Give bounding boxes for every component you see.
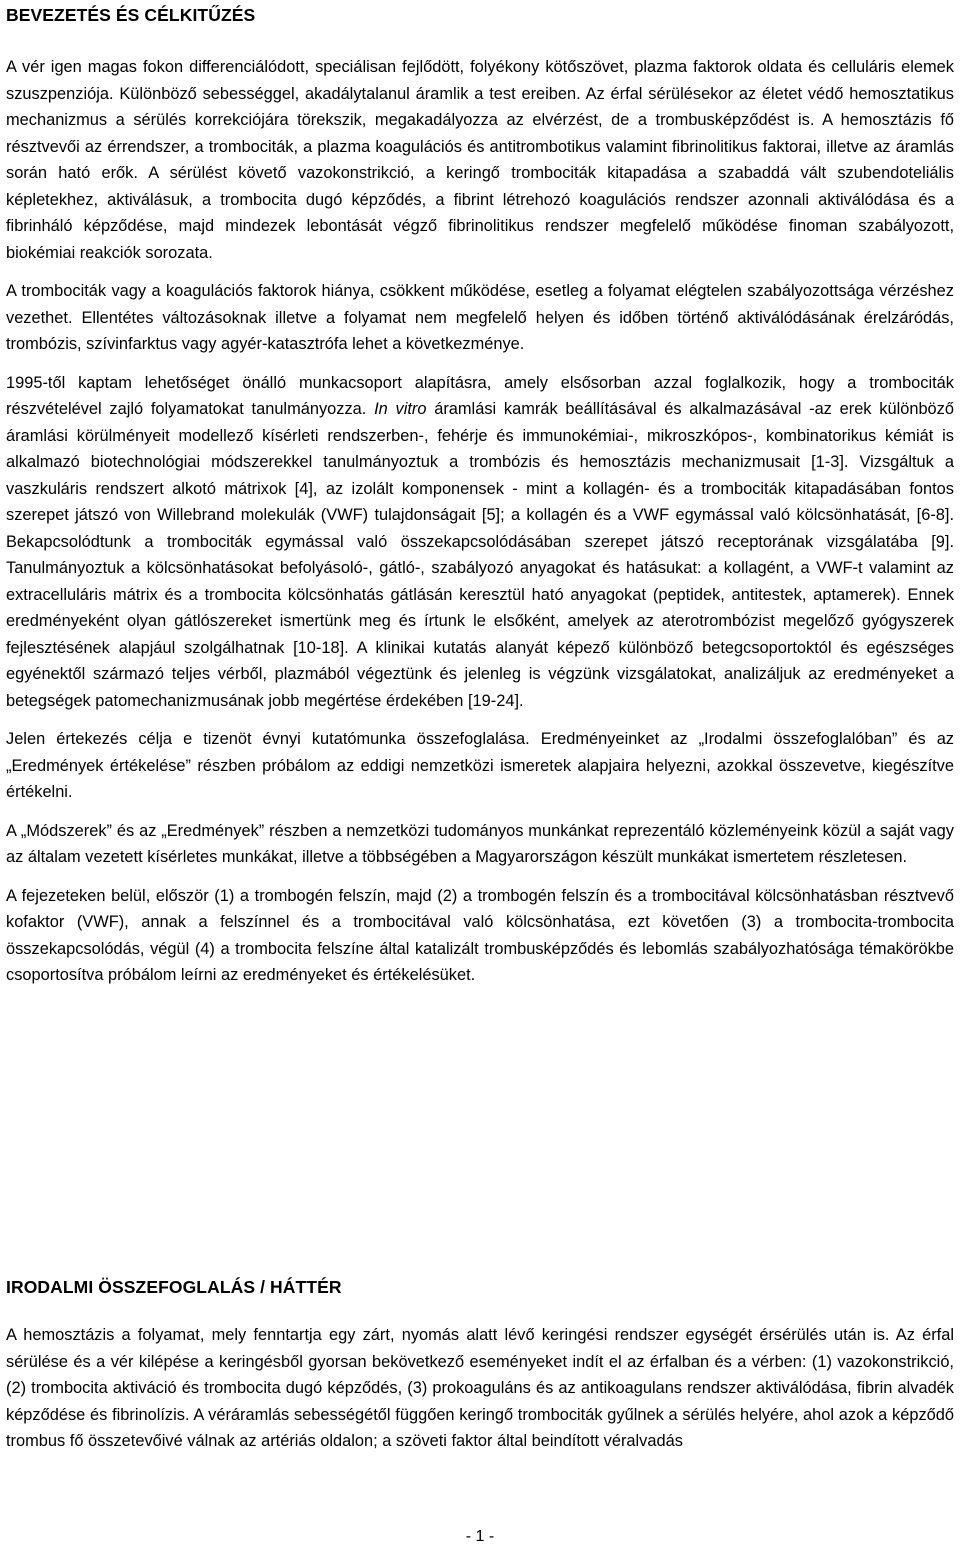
paragraph (6, 726, 954, 806)
paragraph-text: A trombociták vagy a koagulációs faktorok hiánya, csökkent működése, esetleg a folyamat elégtelen szabályozottsága vérzéshez vezethet. Ellentétes változásoknak illetve a folyamat nem megfelelő helyen és időben történő aktiválódásának érelzáródás, trombózis, szívinfarktus vagy agyér-katasztrófa lehet a következménye. (6, 282, 954, 353)
paragraph (6, 370, 954, 715)
paragraph (6, 1322, 954, 1455)
paragraph (6, 278, 954, 358)
page-number: - 1 - (465, 1528, 495, 1545)
paragraph (6, 54, 954, 266)
introduction-body (6, 54, 954, 1001)
document-page (6, 0, 954, 1549)
paragraph-text: A fejezeteken belül, először (1) a trombogén felszín, majd (2) a trombogén felszín és a trombocitával kölcsönhatásban résztvevő kofaktor (VWF), annak a felszínnel és a trombocitával való kölcsönhatása, ezt követően (3) a trombocita-trombocita összekapcsolódás, végül (4) a trombocita felszíne által katalizált trombusképződés és lebomlás szabályozhatósága témakörökbe csoportosítva próbálom leírni az eredményeket és értékelésüket. (6, 886, 954, 984)
section-heading-literature-review: IRODALMI ÖSSZEFOGLALÁS / HÁTTÉR (6, 1277, 342, 1297)
literature-review-body (6, 1322, 954, 1467)
paragraph-text: A vér igen magas fokon differenciálódott, speciálisan fejlődött, folyékony kötőszövet, plazma faktorok oldata és celluláris elemek szuszpenziója. Különböző sebességgel, akadálytalanul áramlik a test ereiben. Az érfal sérülésekor az életet védő hemosztatikus mechanizmus a sérülés korrekciójára törekszik, megakadályozza az elvérzést, de a trombusképződést is. A hemosztázis fő résztvevői az érrendszer, a trombociták, a plazma koagulációs és antitrombotikus valamint fibrinolitikus faktorai, illetve az áramlás során ható erők. A sérülést követő vazokonstrikció, a keringő trombociták kitapadása a szabaddá vált szubendoteliális képletekhez, aktiválásuk, a trombocita dugó képződés, a fibrint létrehozó koagulációs rendszer azonnali aktiválódása és a fibrinháló képződése, majd mindezek lebontását végző fibrinolitikus rendszer megfelelő működése finoman szabályozott, biokémiai reakciók sorozata. (6, 58, 954, 262)
paragraph-text: A „Módszerek” és az „Eredmények” részben a nemzetközi tudományos munkánkat reprezentáló közleményeink közül a saját vagy az általam vezetett kísérletes munkákat, illetve a többségében a Magyarországon készült munkákat ismertetem részletesen. (6, 821, 954, 866)
paragraph-text: 1995-től kaptam lehetőséget önálló munkacsoport alapításra, amely elsősorban azzal foglalkozik, hogy a trombociták részvételével zajló folyamatokat tanulmányozza. (6, 373, 954, 418)
section-heading-introduction: BEVEZETÉS ÉS CÉLKITŰZÉS (6, 5, 256, 25)
paragraph-text: Jelen értekezés célja e tizenöt évnyi kutatómunka összefoglalása. Eredményeinket az „Irodalmi összefoglalóban” és az „Eredmények értékelése” részben próbálom az eddigi nemzetközi ismeretek alapjaira helyezni, azokkal összevetve, kiegészítve értékelni. (6, 730, 954, 801)
paragraph (6, 818, 954, 871)
italic-text: In vitro (374, 400, 427, 418)
paragraph-text: áramlási kamrák beállításával és alkalmazásával -az erek különböző áramlási körülményeit modellező kísérleti rendszerben-, fehérje és immunokémiai-, mikroszkópos-, kombinatorikus kémiát is alkalmazó biotechnológiai módszerekkel tanulmányoztuk a trombózis és hemosztázis mechanizmusait [1-3]. Vizsgáltuk a vaszkuláris rendszert alkotó mátrixok [4], az izolált komponensek - mint a kollagén- és a trombociták kitapadásában fontos szerepet játszó von Willebrand molekulák (VWF) tulajdonságait [5]; a kollagén és a VWF egymással való kölcsönhatását, [6-8]. Bekapcsolódtunk a trombociták egymással való összekapcsolódásában szerepet játszó receptorának vizsgálatába [9]. Tanulmányoztuk a kölcsönhatásokat befolyásoló-, gátló-, szabályozó anyagokat és hatásukat: a kollagént, a VWF-t valamint az extracelluláris mátrix és a trombocita kölcsönhatás gátlásán keresztül ható anyagokat (peptidek, antitestek, aptamerek). Ennek eredményeként olyan gátlószereket ismertünk meg és írtunk le elsőként, amelyek az aterotrombózist megelőző gyógyszerek fejlesztésének alapjául szolgálhatnak [10-18]. A klinikai kutatás alanyát képező különböző betegcsoportoktól és egészséges egyénektől származó teljes vérből, plazmából végeztünk és jelenleg is végzünk vizsgálatokat, analizáljuk az eredményeket a betegségek patomechanizmusának jobb megértése érdekében [19-24]. (6, 400, 954, 710)
paragraph (6, 883, 954, 989)
paragraph-text: A hemosztázis a folyamat, mely fenntartja egy zárt, nyomás alatt lévő keringési rendszer egységét érsérülés után is. Az érfal sérülése és a vér kilépése a keringésből gyorsan bekövetkező eseményeket indít el az érfalban és a vérben: (1) vazokonstrikció, (2) trombocita aktiváció és trombocita dugó képződés, (3) prokoaguláns és az antikoagulans rendszer aktiválódása, fibrin alvadék képződése és fibrinolízis. A véráramlás sebességétől függően keringő trombociták gyűlnek a sérülés helyére, ahol azok a képződő trombus fő összetevőivé válnak az artériás oldalon; a szöveti faktor által beindított véralvadás (6, 1326, 954, 1450)
